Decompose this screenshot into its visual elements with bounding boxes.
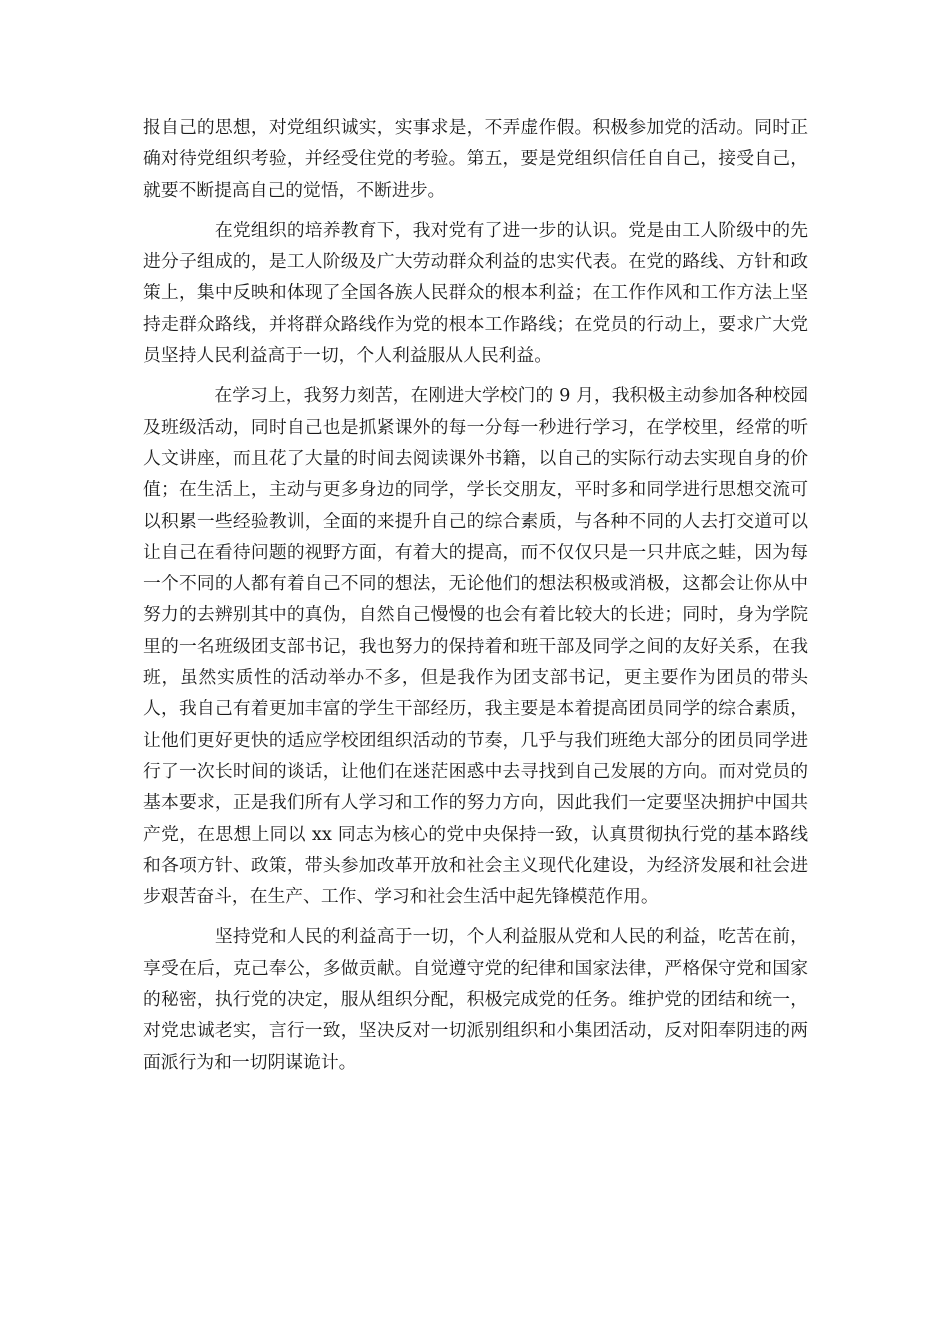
document-body <box>143 112 808 1087</box>
paragraph-3: 在学习上，我努力刻苦，在刚进大学校门的 9 月，我积极主动参加各种校园及班级活动，同时自己也是抓紧课外的每一分每一秒进行学习，在学校里，经常的听人文讲座，而且花了大量的时间去阅读课外书籍，以自己的实际行动去实现自身的价值；在生活上，主动与更多身边的同学，学长交朋友，平时多和同学进行思想交流可以积累一些经验教训，全面的来提升自己的综合素质，与各种不同的人去打交道可以让自己在看待问题的视野方面，有着大的提高，而不仅仅只是一只井底之蛙，因为每一个不同的人都有着自己不同的想法，无论他们的想法积极或消极，这都会让你从中努力的去辨别其中的真伪，自然自己慢慢的也会有着比较大的长进；同时，身为学院里的一名班级团支部书记，我也努力的保持着和班干部及同学之间的友好关系，在我班，虽然实质性的活动举办不多，但是我作为团支部书记，更主要作为团员的带头人，我自己有着更加丰富的学生干部经历，我主要是本着提高团员同学的综合素质，让他们更好更快的适应学校团组织活动的节奏，几乎与我们班绝大部分的团员同学进行了一次长时间的谈话，让他们在迷茫困惑中去寻找到自己发展的方向。而对党员的基本要求，正是我们所有人学习和工作的努力方向，因此我们一定要坚决拥护中国共产党，在思想上同以 xx 同志为核心的党中央保持一致，认真贯彻执行党的基本路线和各项方针、政策，带头参加改革开放和社会主义现代化建设，为经济发展和社会进步艰苦奋斗，在生产、工作、学习和社会生活中起先锋模范作用。 <box>143 385 808 908</box>
paragraph-4: 坚持党和人民的利益高于一切，个人利益服从党和人民的利益，吃苦在前，享受在后，克己奉公，多做贡献。自觉遵守党的纪律和国家法律，严格保守党和国家的秘密，执行党的决定，服从组织分配，积极完成党的任务。维护党的团结和统一，对党忠诚老实，言行一致，坚决反对一切派别组织和小集团活动，反对阳奉阴违的两面派行为和一切阴谋诡计。 <box>143 926 808 1073</box>
paragraph-2: 在党组织的培养教育下，我对党有了进一步的认识。党是由工人阶级中的先进分子组成的，是工人阶级及广大劳动群众利益的忠实代表。在党的路线、方针和政策上，集中反映和体现了全国各族人民群众的根本利益；在工作作风和工作方法上坚持走群众路线，并将群众路线作为党的根本工作路线；在党员的行动上，要求广大党员坚持人民利益高于一切，个人利益服从人民利益。 <box>143 219 808 367</box>
paragraph-1: 报自己的思想，对党组织诚实，实事求是，不弄虚作假。积极参加党的活动。同时正确对待党组织考验，并经受住党的考验。第五，要是党组织信任自自己，接受自己，就要不断提高自己的觉悟，不断进步。 <box>143 117 808 201</box>
